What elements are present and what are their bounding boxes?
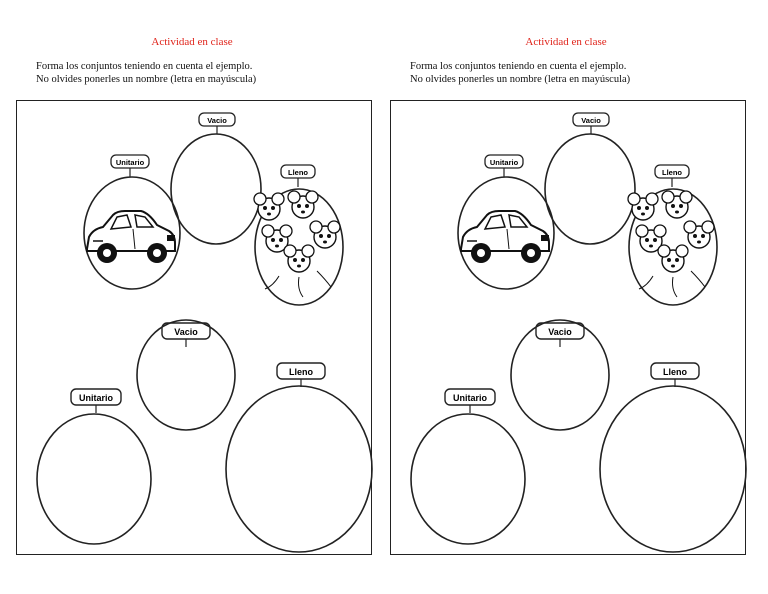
set-label-lleno: Lleno: [289, 367, 313, 377]
example-set-lleno: [254, 165, 343, 305]
car-icon: [461, 211, 549, 263]
exercise-set-unitario: [411, 389, 525, 544]
mouse-icon: [628, 193, 658, 220]
exercise-set-lleno: [226, 363, 372, 552]
mouse-group: [628, 191, 714, 297]
set-label-lleno: Lleno: [663, 367, 687, 377]
exercise-set-vacio: [511, 320, 609, 430]
instruction-line-2: No olvides ponerles un nombre (letra en mayúscula): [410, 74, 631, 85]
worksheet-title: Actividad en clase: [151, 36, 233, 48]
set-label-unitario: Unitario: [489, 158, 519, 167]
set-label-lleno: Lleno: [662, 168, 682, 177]
worksheet-right: [374, 0, 758, 594]
example-set-vacio: [545, 113, 635, 244]
set-label-vacio: Vacio: [581, 116, 601, 125]
instruction-line-1: Forma los conjuntos teniendo en cuenta el ejemplo.: [410, 61, 627, 72]
mouse-icon: [284, 245, 314, 272]
exercise-set-unitario: [37, 389, 151, 544]
mouse-icon: [254, 193, 284, 220]
car-icon: [87, 211, 175, 263]
worksheet-drawing: [17, 101, 373, 556]
exercise-set-vacio: [137, 320, 235, 430]
set-label-vacio: Vacio: [174, 327, 198, 337]
worksheet-frame: [16, 100, 372, 555]
example-set-vacio: [171, 113, 261, 244]
mouse-icon: [310, 221, 340, 248]
example-set-lleno: [628, 165, 717, 305]
worksheet-title: Actividad en clase: [525, 36, 607, 48]
set-label-unitario: Unitario: [115, 158, 145, 167]
instruction-line-2: No olvides ponerles un nombre (letra en mayúscula): [36, 74, 257, 85]
example-set-unitario: [458, 155, 554, 289]
mouse-icon: [288, 191, 318, 218]
worksheet-frame: [390, 100, 746, 555]
example-set-unitario: [84, 155, 180, 289]
worksheet-drawing: [391, 101, 747, 556]
set-label-unitario: Unitario: [452, 393, 488, 403]
set-label-vacio: Vacio: [207, 116, 227, 125]
set-label-lleno: Lleno: [288, 168, 308, 177]
exercise-set-lleno: [600, 363, 746, 552]
mouse-icon: [662, 191, 692, 218]
mouse-icon: [658, 245, 688, 272]
set-label-unitario: Unitario: [78, 393, 114, 403]
instruction-line-1: Forma los conjuntos teniendo en cuenta el ejemplo.: [36, 61, 253, 72]
set-label-vacio: Vacio: [548, 327, 572, 337]
mouse-icon: [684, 221, 714, 248]
mouse-group: [254, 191, 340, 297]
